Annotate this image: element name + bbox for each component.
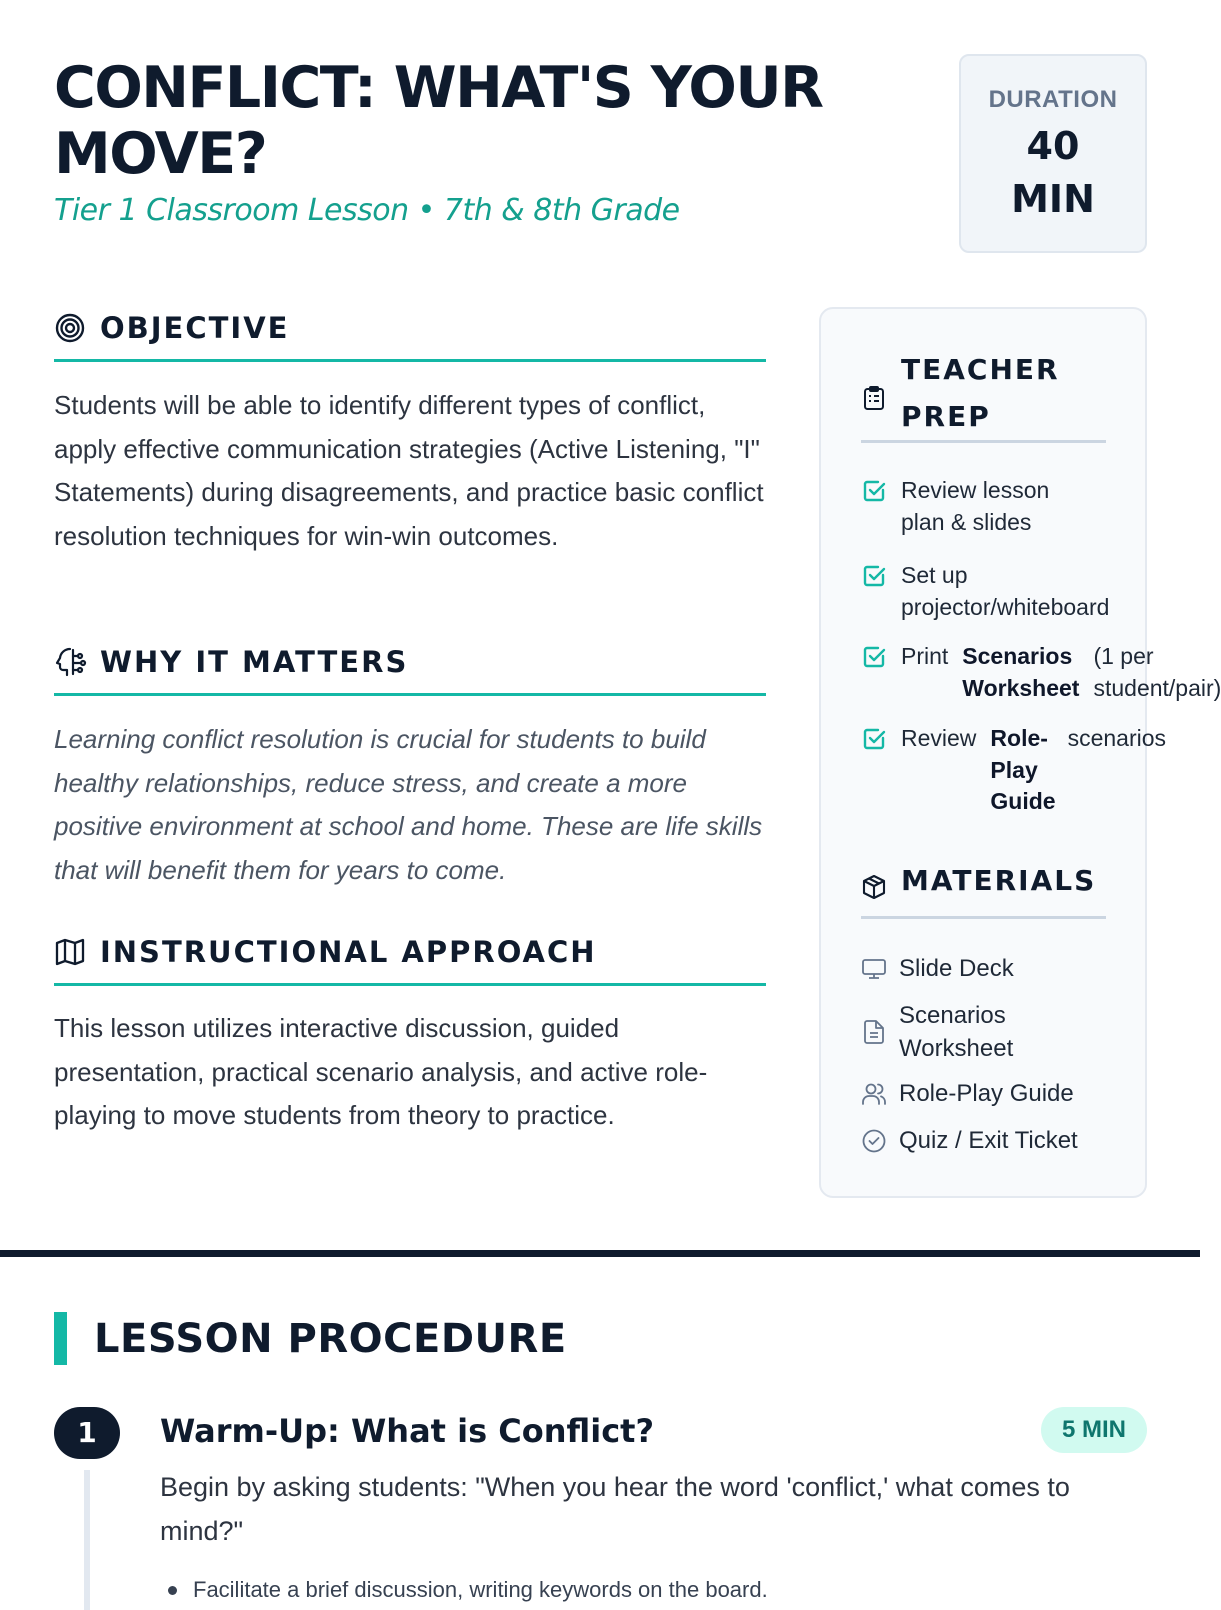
material-item: Slide Deck xyxy=(861,952,1014,985)
duration-number: 40 xyxy=(1026,124,1080,168)
prep-item: Review Role-Play Guide scenarios xyxy=(861,723,1143,818)
check-square-icon xyxy=(861,726,887,752)
duration-value xyxy=(961,120,1145,226)
step-bullet: Facilitate a brief discussion, writing keywords on the board. xyxy=(168,1574,768,1606)
page-title: CONFLICT: WHAT'S YOUR MOVE? xyxy=(54,55,823,187)
check-square-icon xyxy=(861,563,887,589)
prep-item-detail: (1 per student/pair) xyxy=(1093,643,1221,701)
material-item: Role-Play Guide xyxy=(861,1077,1074,1110)
page-header xyxy=(54,55,894,228)
material-item: Quiz / Exit Ticket xyxy=(861,1124,1078,1157)
clipboard-icon xyxy=(861,385,887,411)
prep-item: Review lesson plan & slides xyxy=(861,475,1091,538)
monitor-icon xyxy=(861,956,887,982)
approach-title: INSTRUCTIONAL APPROACH xyxy=(100,935,597,969)
prep-item: Set up projector/whiteboard xyxy=(861,560,1121,623)
objective-title: OBJECTIVE xyxy=(100,311,290,345)
check-circle-icon xyxy=(861,1128,887,1154)
material-item: Scenarios Worksheet xyxy=(861,999,1061,1065)
step-duration-badge: 5 MIN xyxy=(1041,1407,1147,1453)
duration-unit: MIN xyxy=(1011,177,1095,221)
procedure-title: LESSON PROCEDURE xyxy=(94,1316,567,1362)
bullet-dot xyxy=(168,1586,177,1595)
package-icon xyxy=(861,874,887,900)
teacher-prep-title: TEACHER PREP xyxy=(901,352,1060,433)
step-number: 1 xyxy=(54,1407,120,1459)
target-icon xyxy=(54,312,86,344)
approach-text: This lesson utilizes interactive discussion, guided presentation, practical scenario analysis, and active role-playing to move students from theory to practice. xyxy=(54,1013,708,1130)
users-icon xyxy=(861,1081,887,1107)
brain-icon xyxy=(54,646,86,678)
objective-heading xyxy=(54,311,766,362)
page-subtitle: Tier 1 Classroom Lesson • 7th & 8th Grade xyxy=(54,193,680,228)
document-icon xyxy=(861,1019,887,1045)
step-timeline-line xyxy=(84,1470,90,1610)
sidebar-panel xyxy=(819,307,1221,1198)
why-title: WHY IT MATTERS xyxy=(100,645,409,679)
check-square-icon xyxy=(861,644,887,670)
step-text: Begin by asking students: "When you hear the word 'conflict,' what comes to mind?" xyxy=(160,1472,1070,1546)
why-heading xyxy=(54,645,766,696)
approach-heading xyxy=(54,935,766,986)
step-title: Warm-Up: What is Conflict? xyxy=(160,1412,655,1450)
prep-item: Print Scenarios Worksheet (1 per student/pair) xyxy=(861,641,1143,704)
duration-card xyxy=(959,54,1147,253)
materials-title: MATERIALS xyxy=(901,864,1097,897)
duration-label: DURATION xyxy=(988,86,1118,113)
teacher-prep-heading xyxy=(861,352,1106,443)
procedure-accent-bar xyxy=(54,1312,67,1365)
materials-heading xyxy=(861,857,1106,919)
map-icon xyxy=(54,936,86,968)
section-divider xyxy=(0,1250,1200,1257)
check-square-icon xyxy=(861,478,887,504)
why-text: Learning conflict resolution is crucial for students to build healthy relationships, reduce stress, and create a more positive environment at school and home. These are life skills that will benefit them for years to come. xyxy=(54,724,763,885)
objective-text: Students will be able to identify different types of conflict, apply effective communication strategies (Active Listening, "I" Statements) during disagreements, and practice basic conflict resolution techniques for win-win outcomes. xyxy=(54,390,764,551)
